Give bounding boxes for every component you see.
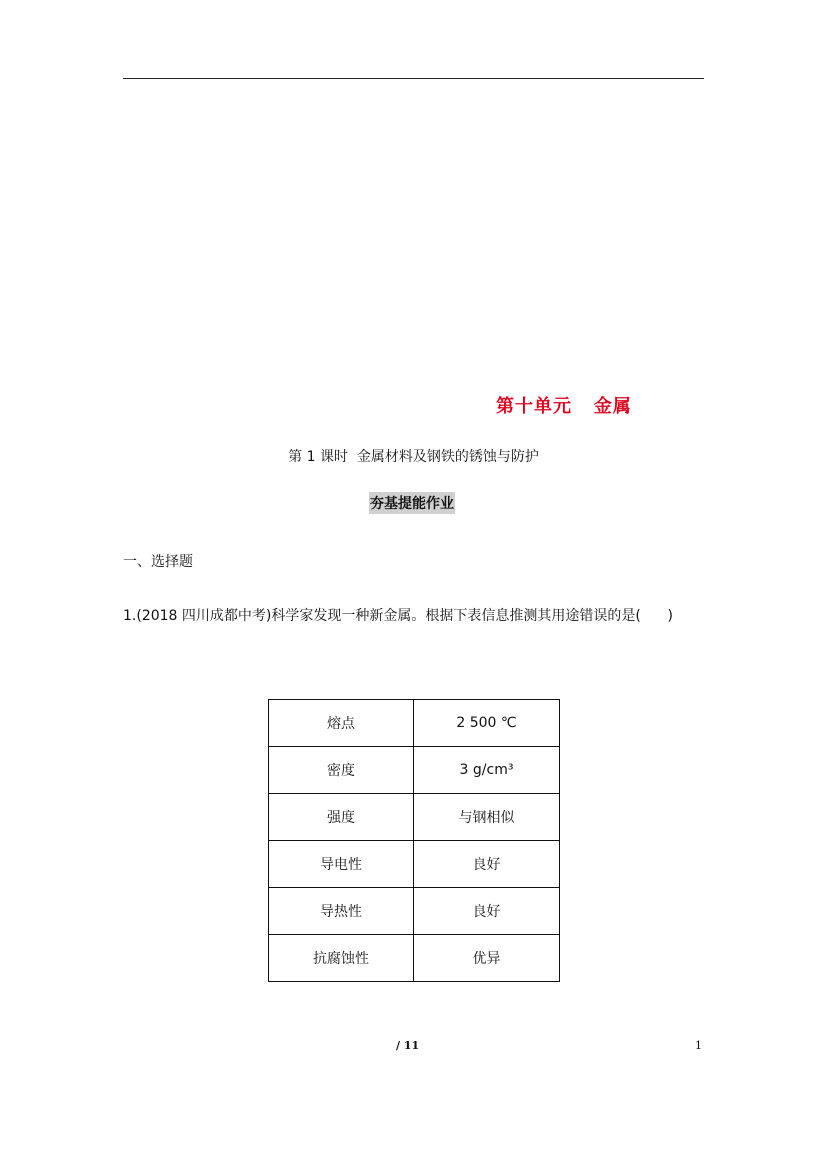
question-1: 1.(2018 四川成都中考)科学家发现一种新金属。根据下表信息推测其用途错误的是( )	[123, 608, 673, 624]
property-value: 2 500 ℃	[414, 700, 560, 747]
footer-page-total: / 11	[396, 1039, 420, 1052]
property-name: 导热性	[269, 888, 414, 935]
property-value: 良好	[414, 888, 560, 935]
property-value: 与钢相似	[414, 794, 560, 841]
property-name: 强度	[269, 794, 414, 841]
table-row	[269, 700, 560, 747]
properties-table	[268, 699, 560, 982]
property-name: 密度	[269, 747, 414, 794]
header-rule	[123, 78, 704, 79]
property-value: 良好	[414, 841, 560, 888]
property-value: 优异	[414, 935, 560, 982]
footer-page-number: 1	[695, 1039, 702, 1052]
table-row	[269, 935, 560, 982]
property-name: 导电性	[269, 841, 414, 888]
property-name: 熔点	[269, 700, 414, 747]
table-row	[269, 747, 560, 794]
table-row	[269, 841, 560, 888]
property-name: 抗腐蚀性	[269, 935, 414, 982]
property-value: 3 g/cm³	[414, 747, 560, 794]
lesson-title: 第 1 课时 金属材料及钢铁的锈蚀与防护	[288, 449, 539, 465]
table-row	[269, 888, 560, 935]
practice-title: 夯基提能作业	[369, 492, 455, 514]
table-row	[269, 794, 560, 841]
unit-title: 第十单元 金属	[496, 396, 632, 417]
section-heading: 一、选择题	[123, 554, 193, 570]
